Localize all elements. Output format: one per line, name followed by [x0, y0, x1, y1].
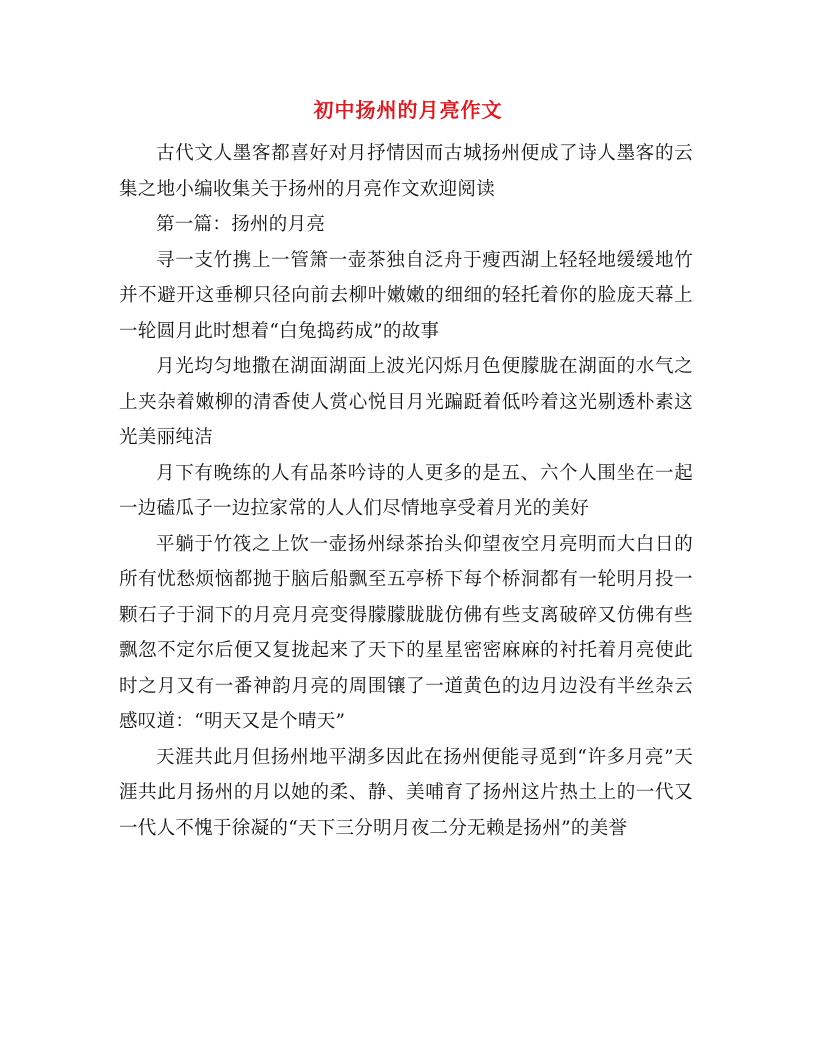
paragraph-moonlight: 月光均匀地撒在湖面湖面上波光闪烁月色便朦胧在湖面的水气之上夹杂着嫩柳的清香使人赏心悦目月光蹁跹着低吟着这光剔透朴素这光美丽纯洁: [119, 356, 693, 448]
document-body: [119, 136, 693, 846]
document-title: 初中扬州的月亮作文: [313, 98, 503, 122]
paragraph-boating: 寻一支竹携上一管箫一壶茶独自泛舟于瘦西湖上轻轻地缓缓地竹并不避开这垂柳只径向前去柳叶嫩嫩的细细的轻托着你的脸庞天幕上一轮圆月此时想着“白兔捣药成”的故事: [119, 249, 693, 342]
paragraph-people: 月下有晚练的人有品茶吟诗的人更多的是五、六个人围坐在一起一边磕瓜子一边拉家常的人人们尽情地享受着月光的美好: [119, 462, 693, 519]
paragraph-raft: 平躺于竹筏之上饮一壶扬州绿茶抬头仰望夜空月亮明而大白日的所有忧愁烦恼都抛于脑后船飘至五亭桥下每个桥洞都有一轮明月投一颗石子于洞下的月亮月亮变得朦朦胧胧仿佛有些支离破碎又仿佛有些飘忽不定尔后便又复拢起来了天下的星星密密麻麻的衬托着月亮使此时之月又有一番神韵月亮的周围镶了一道黄色的边月边没有半丝杂云感叹道：“明天又是个晴天”: [119, 533, 693, 732]
paragraph-intro: 古代文人墨客都喜好对月抒情因而古城扬州便成了诗人墨客的云集之地小编收集关于扬州的月亮作文欢迎阅读: [119, 143, 693, 200]
paragraph-conclusion: 天涯共此月但扬州地平湖多因此在扬州便能寻觅到“许多月亮”天涯共此月扬州的月以她的柔、静、美哺育了扬州这片热土上的一代又一代人不愧于徐凝的“天下三分明月夜二分无赖是扬州”的美誉: [119, 746, 693, 839]
section-heading: 第一篇：扬州的月亮: [156, 214, 326, 235]
